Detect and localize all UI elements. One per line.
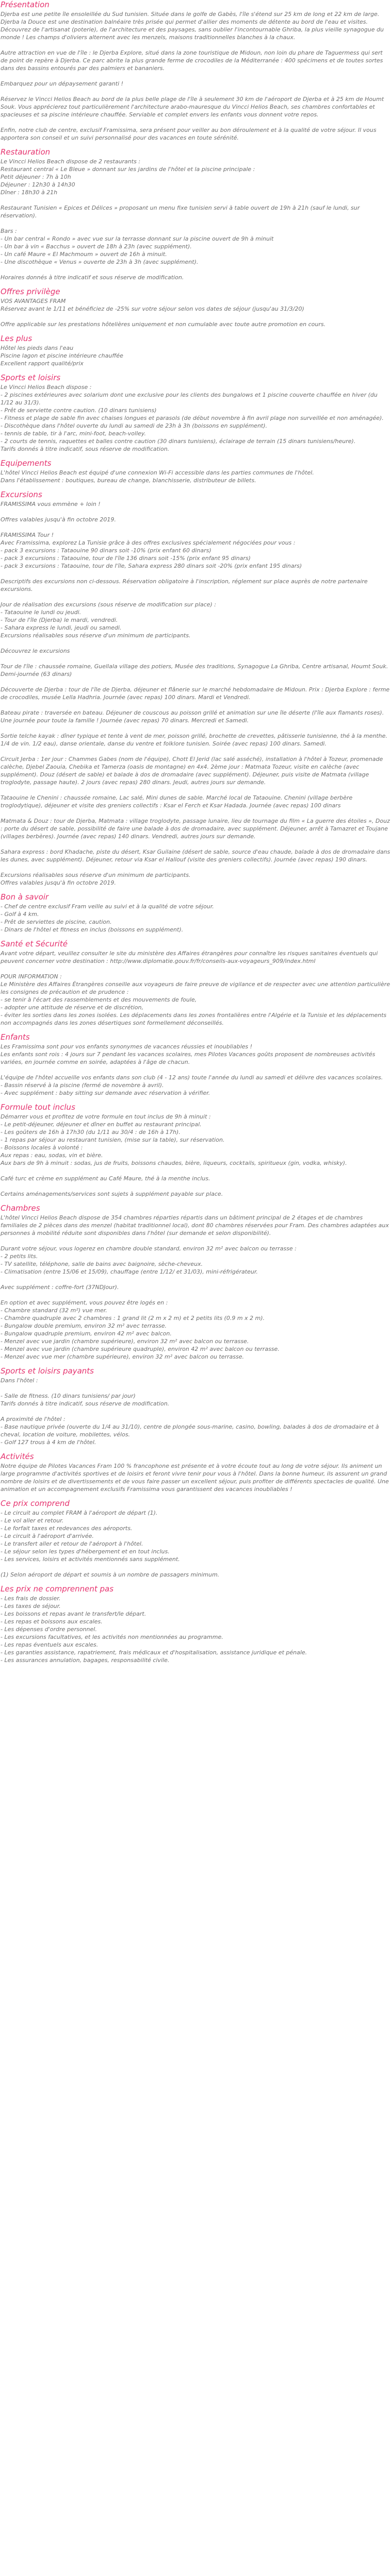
section-title-prix-ne-comprennent-pas: Les prix ne comprennent pas xyxy=(1,1584,114,1594)
section-title-les-plus: Les plus xyxy=(1,334,32,343)
excursions-paragraph-11: Circuit Jerba : 1er jour : Chammes Gabes (nom de l'équipe), Chott El Jerid (lac salé asséché), installation à l'hôtel à Tozeur, promenade calèche, Djebel Zaouia, Chebika et Tamerza (oasis de montagne) en 4x4. 2ème jour : Matmata Tozeur, visite en calèche (avec supplément). Douz (désert de sable) et balade à dos de dromadaire (avec supplément). Déjeuner, puis visite de Matmata (village troglodyte, passage haute). 2 jours (avec repas) 280 dinars. Jeudi, autres jours sur demande. xyxy=(1,756,383,786)
section-title-ce-prix-comprend: Ce prix comprend xyxy=(1,1499,70,1508)
excursions-paragraph-7: Tour de l'île : chaussée romaine, Guellala village des potiers, Musée des traditions, Synagogue La Ghriba, Centre artisanal, Houmt Souk. Demi-journée (63 dinars) xyxy=(1,663,388,677)
formule-paragraph-1: Démarrer vous et profitez de votre formule en tout inclus de 9h à minuit : - Le petit-déjeuner, déjeuner et dîner en buffet au restaurant principal. - Les goûters de 16h à 17h30 (du 1/11 au 30/4 : de 16h à 17h). - 1 repas par séjour au restaurant tunisien, (mise sur la table), sur réservation. - Boissons locales à volonté : Aux repas : eau, sodas, vin et bière. Aux bars de 9h à minuit : sodas, jus de fruits, boissons chaudes, bière, liqueurs, cocktails, spiritueux (gin, vodka, whisky). xyxy=(1,1113,347,1166)
excursions-paragraph-9: Bateau pirate : traversée en bateau. Déjeuner de couscous au poisson grillé et animation sur une île déserte (l'île aux flamants roses). Une journée pour toute la famille ! Journée (avec repas) 70 dinars. Mercredi et Samedi. xyxy=(1,709,384,724)
chambres-paragraph-1: L'hôtel Vincci Helios Beach dispose de 354 chambres réparties répartis dans un bâtiment principal de 2 étages et de chambres familiales de 2 pièces dans des menzel (habitat traditionnel local), dont 80 chambres réservées pour Fram. Des chambres adaptées aux personnes à mobilité réduite sont disponibles dans l'hôtel (sur demande et selon disponibilité). xyxy=(1,1214,389,1236)
section-title-sports-loisirs: Sports et loisirs xyxy=(1,373,61,382)
excursions-paragraph-6: Découvrez le excursions xyxy=(1,648,70,654)
sante-paragraph-2: POUR INFORMATION : Le Ministère des Affaires Étrangères conseille aux voyageurs de faire preuve de vigilance et de respecter avec une attention particulière les consignes de précaution et de prudence : - se tenir à l'écart des rassemblements et des mouvements de foule, - adopter une attitude de réserve et de discrétion, - éviter les sorties dans les zones isolées. Les déplacements dans les zones frontalières entre l'Algérie et la Tunisie et les déplacements non accompagnés dans les zones désertiques sont formellement déconseillés. xyxy=(1,973,390,1026)
presentation-paragraph-3: Embarquez pour un dépaysement garanti ! xyxy=(1,80,124,87)
excursions-paragraph-13: Matmata & Douz : tour de Djerba, Matmata : village troglodyte, passage lunaire, lieu de tournage du film « La guerre des étoiles », Douz : porte du désert de sable, possibilité de faire une balade à dos de dromadaire, avec supplément. Déjeuner, arrêt à Tamazret et Toujane (villages berbères). Journée (avec repas) 140 dinars. Vendredi, autres jours sur demande. xyxy=(1,818,390,840)
section-title-excursions: Excursions xyxy=(1,490,42,499)
ne-comprennent-pas-paragraph-1: - Les frais de dossier. - Les taxes de séjour. - Les boissons et repas avant le transfert/le départ. - Les repas et boissons aux escales. - Les dépenses d'ordre personnel. - Les excursions facultatives, et les activités non mentionnées au programme. - Les repas éventuels aux escales. - Les garanties assistance, rapatriement, frais médicaux et d'hospitalisation, assistance juridique et pénale. - Les assurances annulation, bagages, responsabilité civile. xyxy=(1,1595,307,1664)
enfants-paragraph-1: Les Framissima sont pour vos enfants synonymes de vacances réussies et inoubliables ! Les enfants sont rois : 4 jours sur 7 pendant les vacances scolaires, mes Pilotes Vacances goûts proposent de nombreuses activités variées, en journée comme en soirée, adaptées à l'âge de chacun. xyxy=(1,1043,376,1065)
sports-payants-paragraph-1: Dans l'hôtel : xyxy=(1,1377,38,1384)
section-title-presentation: Présentation xyxy=(1,0,50,9)
section-title-offres-privilege: Offres privilège xyxy=(1,287,60,296)
excursions-paragraph-8: Découverte de Djerba : tour de l'île de Djerba, déjeuner et flânerie sur le marché hebdomadaire de Midoun. Prix : Djerba Explore : ferme de crocodiles, musée Lella Hadhria. Journée (avec repas) 100 dinars. Mardi et Vendredi. xyxy=(1,686,390,701)
chambres-paragraph-3: Avec supplément : coffre-fort (37NDJour). xyxy=(1,1284,119,1291)
section-offres-privilege xyxy=(0,287,391,328)
sports-paragraph-1: Le Vincci Helios Beach dispose : - 2 piscines extérieures avec solarium dont une exclusive pour les clients des bungalows et 1 piscine couverte chauffée en hiver (du 1/12 au 31/3). - Prêt de serviette contre caution. (10 dinars tunisiens) - Fitness et plage de sable fin avec chaises longues et parasols (de début novembre à fin avril plage non surveillée et non aménagée). - Discothèque dans l'hôtel ouverte du lundi au samedi de 23h à 3h (boissons en supplément). - tennis de table, tir à l'arc, mini-foot, beach-volley. - 2 courts de tennis, raquettes et balles contre caution (30 dinars tunisiens), éclairage de terrain (15 dinars tunisiens/heure). Tarifs donnés à titre indicatif, sous réserve de modification. xyxy=(1,384,384,452)
enfants-paragraph-2: L'équipe de l'hôtel accueille vos enfants dans son club (4 - 12 ans) toute l'année du lundi au samedi et délivre des vacances scolaires. - Bassin réservé à la piscine (fermé de novembre à avril). - Avec supplément : baby sitting sur demande avec réservation à vérifier. xyxy=(1,1074,383,1096)
restauration-paragraph-1: Le Vincci Helios Beach dispose de 2 restaurants : Restaurant central « Le Bleue » donnant sur les jardins de l'hôtel et la piscine principale : Petit déjeuner : 7h à 10h Déjeuner : 12h30 à 14h30 Dîner : 18h30 à 21h xyxy=(1,158,255,196)
section-title-restauration: Restauration xyxy=(1,147,51,157)
presentation-paragraph-2: Autre attraction en vue de l'île : le Djerba Explore, situé dans la zone touristique de Midoun, non loin du phare de Taguermess qui sert de point de repère à Djerba. Ce parc abrite la plus grande ferme de crocodiles de la Méditerranée : 400 spécimens et de toutes sortes dans des bassins entourés par des palmiers et bananiers. xyxy=(1,49,383,72)
section-ce-prix-comprend xyxy=(0,1499,391,1579)
excursions-paragraph-3: FRAMISSIMA Tour ! Avec Framissima, explorez La Tunisie grâce à des offres exclusives spécialement négociées pour vous : - pack 3 excursions : Tataouine 90 dinars soit -10% (prix enfant 60 dinars) - pack 3 excursions : Tataouine, tour de l'île 136 dinars soit -15% (prix enfant 95 dinars) - pack 3 excursions : Tataouine, tour de l'île, Sahara express 280 dinars soit -20% (prix enfant 195 dinars) xyxy=(1,532,302,569)
section-title-enfants: Enfants xyxy=(1,1032,30,1042)
ce-prix-comprend-paragraph-2: (1) Selon aéroport de départ et soumis à un nombre de passagers minimum. xyxy=(1,1571,220,1578)
equipements-paragraph-1: L'hôtel Vincci Helios Beach est équipé d'une connexion Wi-Fi accessible dans les parties communes de l'hôtel. Dans l'établissement : boutiques, bureau de change, blanchisserie, distributeur de billets. xyxy=(1,469,314,484)
section-title-activites: Activités xyxy=(1,1452,34,1461)
excursions-paragraph-1: FRAMISSIMA vous emmène + loin ! xyxy=(1,501,101,507)
presentation-paragraph-5: Enfin, notre club de centre, exclusif Framissima, sera présent pour veiller au bon déroulement et à la qualité de votre séjour. Il vous apportera son conseil et un suivi personnalisé pour des vacances en toute sérénité. xyxy=(1,127,377,141)
activites-paragraph-1: Notre équipe de Pilotes Vacances Fram 100 % francophone est présente et à votre écoute tout au long de votre séjour. Ils animent un large programme d'activités sportives et de loisirs et feront vivre tenir pour vous à l'hôtel. Dans la bonne humeur, ils assurent un grand nombre de loisirs et de divertissements et de vous faire passer un excellent séjour, puis profiter de différents spectacles de qualité. Une animation et un accompagnement exclusifs Framissima vous garantissent des vacances inoubliables ! xyxy=(1,1463,389,1493)
excursions-paragraph-5: Jour de réalisation des excursions (sous réserve de modification sur place) : - Tataouine le lundi ou jeudi. - Tour de l'île (Djerba) le mardi, vendredi. - Sahara express le lundi, jeudi ou samedi. Excursions réalisables sous réserve d'un minimum de participants. xyxy=(1,601,216,639)
section-excursions xyxy=(0,490,391,887)
presentation-paragraph-1: Djerba est une petite île ensoleillée du Sud tunisien. Située dans le golfe de Gabès, l'île s'étend sur 25 km de long et 22 km de large. Djerba la Douce est une destination balnéaire très prisée qui permet d'allier des moments de détente au bord de l'eau et visites. Découvrez de l'artisanat (poterie), de l'architecture et des paysages, sans oublier l'incontournable Ghriba, la plus vieille synagogue du monde ! Les champs d'oliviers alternent avec les menzels, maisons traditionnelles blanches à la chaux. xyxy=(1,11,384,41)
excursions-paragraph-12: Tataouine le Chenini : chaussée romaine, Lac salé, Mini dunes de sable. Marché local de Tataouine. Chenini (village berbère troglodytique), déjeuner et visite des greniers collectifs : Ksar el Ferch et Ksar Hadada. Journée (avec repas) 100 dinars xyxy=(1,794,353,809)
formule-paragraph-3: Certains aménagements/services sont sujets à supplément payable sur place. xyxy=(1,1191,223,1197)
section-equipements xyxy=(0,459,391,484)
excursions-paragraph-15: Excursions réalisables sous réserve d'un minimum de participants. Offres valables jusqu'à fin octobre 2019. xyxy=(1,872,191,886)
section-title-equipements: Equipements xyxy=(1,459,52,468)
section-restauration xyxy=(0,147,391,281)
excursions-paragraph-14: Sahara express : bord Khadache, piste du désert, Ksar Guilaine (désert de sable, source d'eau chaude, balade à dos de dromadaire dans les dunes, avec supplément). Déjeuner, retour via Ksar el Hallouf (visite des greniers collectifs). Journée (avec repas) 190 dinars. xyxy=(1,849,390,863)
excursions-paragraph-4: Descriptifs des excursions non ci-dessous. Réservation obligatoire à l'inscription, réglement sur place auprès de notre partenaire excursions. xyxy=(1,578,368,592)
section-title-chambres: Chambres xyxy=(1,1204,40,1213)
section-enfants xyxy=(0,1032,391,1097)
offres-paragraph-2: Offre applicable sur les prestations hôtelières uniquement et non cumulable avec toute autre promotion en cours. xyxy=(1,321,326,328)
restauration-paragraph-3: Bars : - Un bar central « Rondo » avec vue sur la terrasse donnant sur la piscine ouvert de 9h à minuit - Un bar à vin « Bacchus » ouvert de 18h à 23h (avec supplément). - Un café Maure « El Machmoum » ouvert de 16h à minuit. - Une discothèque « Venus » ouverte de 23h à 3h (avec supplément). xyxy=(1,228,274,265)
section-bon-a-savoir xyxy=(0,892,391,934)
section-chambres xyxy=(0,1204,391,1361)
section-title-sports-loisirs-payants: Sports et loisirs payants xyxy=(1,1366,94,1376)
section-title-bon-a-savoir: Bon à savoir xyxy=(1,892,49,902)
section-sports-loisirs xyxy=(0,373,391,453)
restauration-paragraph-2: Restaurant Tunisien « Epices et Délices » proposant un menu fixe tunisien servi à table ouvert de 19h à 21h (sauf le lundi, sur réservation). xyxy=(1,205,360,219)
formule-paragraph-2: Café turc et crème en supplément au Café Maure, thé à la menthe inclus. xyxy=(1,1175,210,1182)
plus-paragraph-1: Hôtel les pieds dans l'eau Piscine lagon et piscine intérieure chauffée Excellent rapport qualité/prix xyxy=(1,345,123,367)
offres-paragraph-1: VOS AVANTAGES FRAM Réservez avant le 1/11 et bénéficiez de -25% sur votre séjour selon vos dates de séjour (jusqu'au 31/3/20) xyxy=(1,298,304,312)
chambres-paragraph-4: En option et avec supplément, vous pouvez être logés en : - Chambre standard (32 m²) vue mer. - Chambre quadruple avec 2 chambres : 1 grand lit (2 m x 2 m) et 2 petits lits (0.9 m x 2 m). - Bungalow double premium, environ 32 m² avec terrasse. - Bungalow quadruple premium, environ 42 m² avec balcon. - Menzel avec vue jardin (chambre supérieure), environ 32 m² avec balcon ou terrasse. - Menzel avec vue jardin (chambre supérieure quadruple), environ 42 m² avec balcon ou terrasse. - Menzel avec vue mer (chambre supérieure), environ 32 m² avec balcon ou terrasse. xyxy=(1,1299,280,1360)
sante-paragraph-1: Avant votre départ, veuillez consulter le site du ministère des Affaires étrangères pour connaître les risques sanitaires éventuels qui peuvent concerner votre destination : http://www.diplomatie.gouv.fr/fr/conseils-aux-voyageurs_909/index.html xyxy=(1,950,378,964)
bon-a-savoir-paragraph-1: - Chef de centre exclusif Fram veille au suivi et à la qualité de votre séjour. - Golf à 4 km. - Prêt de serviettes de piscine, caution. - Dinars de l'hôtel et fitness en inclus (boissons en supplément). xyxy=(1,903,214,933)
excursions-paragraph-10: Sortie telche kayak : dîner typique et tente à vent de mer, poisson grillé, brochette de crevettes, pâtisserie tunisienne, thé à la menthe. 1/4 de vin. 1/2 eau), danse orientale, danse du ventre et folklore tunisien. Soirée (avec repas) 100 dinars. Samedi. xyxy=(1,733,387,747)
sports-payants-paragraph-3: A proximité de l'hôtel : - Base nautique privée (ouverte du 1/4 au 31/10), centre de plongée sous-marine, casino, bowling, balades à dos de dromadaire et à cheval, location de voiture, mobilettes, vélos. - Golf 127 trous à 4 km de l'hôtel. xyxy=(1,1416,379,1446)
presentation-paragraph-4: Réservez le Vincci Helios Beach au bord de la plus belle plage de l'île à seulement 30 km de l'aéroport de Djerba et à 25 km de Houmt Souk. Vous apprécierez tout particulièrement l'architecture arabo-mauresque du Vincci Helios Beach, ses chambres confortables et spacieuses et sa piscine intérieure chauffée. Serviable et complet envers les enfants vous donnent votre repos. xyxy=(1,96,384,118)
section-prix-ne-comprennent-pas xyxy=(0,1584,391,1664)
section-presentation xyxy=(0,0,391,142)
restauration-paragraph-4: Horaires donnés à titre indicatif et sous réserve de modification. xyxy=(1,274,184,281)
section-les-plus xyxy=(0,334,391,367)
excursions-paragraph-2: Offres valables jusqu'à fin octobre 2019. xyxy=(1,516,116,523)
section-formule-tout-inclus xyxy=(0,1103,391,1198)
section-sante-securite xyxy=(0,939,391,1027)
chambres-paragraph-2: Durant votre séjour, vous logerez en chambre double standard, environ 32 m² avec balcon ou terrasse : - 2 petits lits. - TV satellite, téléphone, salle de bains avec baignoire, sèche-cheveux. - Climatisation (entre 15/06 et 15/09), chauffage (entre 1/12/ et 31/03), mini-réfrigérateur. xyxy=(1,1245,297,1275)
section-sports-loisirs-payants xyxy=(0,1366,391,1446)
sports-payants-paragraph-2: - Salle de fitness. (10 dinars tunisiens/ par jour) Tarifs donnés à titre indicatif, sous réserve de modification. xyxy=(1,1393,170,1407)
section-activites xyxy=(0,1452,391,1493)
section-title-formule-tout-inclus: Formule tout inclus xyxy=(1,1103,75,1112)
section-title-sante-securite: Santé et Sécurité xyxy=(1,939,68,948)
ce-prix-comprend-paragraph-1: - Le circuit au complet FRAM à l'aéroport de départ (1). - Le vol aller et retour. - Le forfait taxes et redevances des aéroports. - Le circuit à l'aéroport d'arrivée. - Le transfert aller et retour de l'aéroport à l'hôtel. - Le séjour selon les types d'hébergement et en tout inclus. - Les services, loisirs et activités mentionnés sans supplément. xyxy=(1,1510,180,1563)
